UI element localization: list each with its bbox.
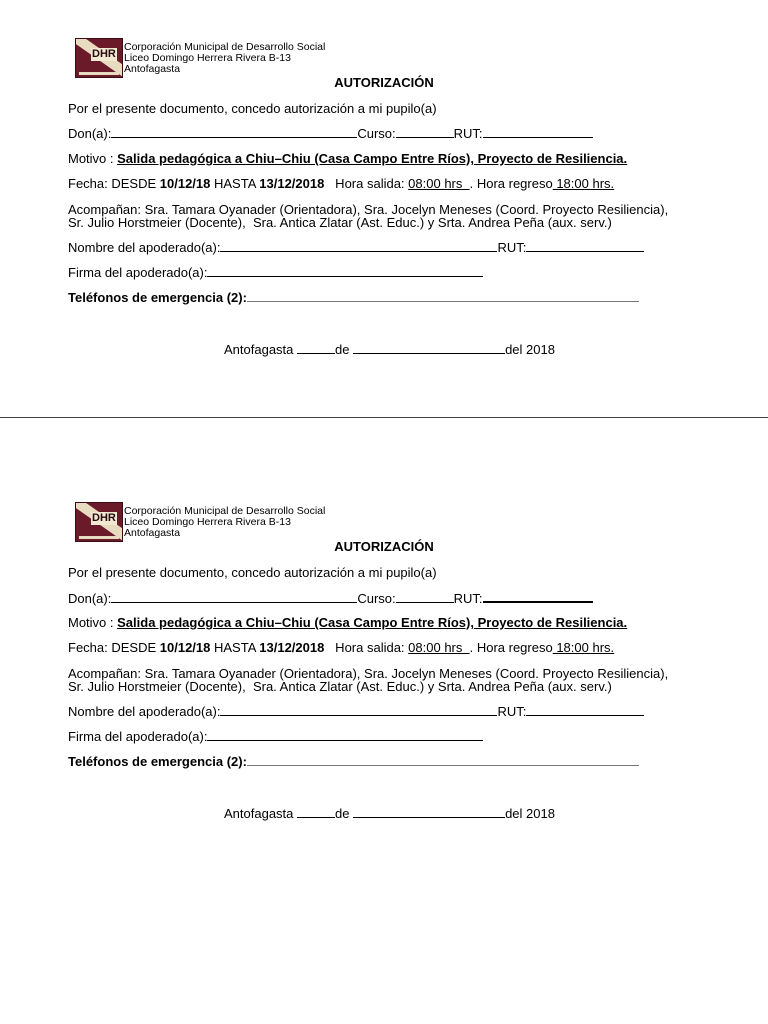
motivo-text: Salida pedagógica a Chiu–Chiu (Casa Campo Entre Ríos), Proyecto de Resiliencia. <box>117 615 628 630</box>
day-field[interactable] <box>297 806 335 818</box>
intro-text: Por el presente documento, concedo autorización a mi pupilo(a) <box>68 101 437 116</box>
hora-regreso-label: . Hora regreso <box>469 176 553 191</box>
institution-line-3: Antofagasta <box>124 63 181 75</box>
motivo-text: Salida pedagógica a Chiu–Chiu (Casa Campo Entre Ríos), Proyecto de Resiliencia. <box>117 151 628 166</box>
logo-monogram: DHR <box>92 48 116 60</box>
institution-line-1: Corporación Municipal de Desarrollo Social <box>124 41 326 53</box>
telefonos-field[interactable] <box>247 290 639 302</box>
date-place-line <box>224 342 555 357</box>
telefonos-line <box>68 754 639 769</box>
rut-field[interactable] <box>483 590 593 603</box>
telefonos-field[interactable] <box>247 754 639 766</box>
acompanan-line-2: Sr. Julio Horstmeier (Docente), Sra. Antica Zlatar (Ast. Educ.) y Srta. Andrea Peña (aux. serv.) <box>68 215 612 230</box>
don-label: Don(a): <box>68 126 112 141</box>
fecha-hasta: 13/12/2018 <box>259 640 325 655</box>
place-label: Antofagasta <box>224 806 297 821</box>
intro-text: Por el presente documento, concedo autorización a mi pupilo(a) <box>68 565 437 580</box>
school-logo <box>75 38 123 78</box>
logo-monogram: DHR <box>92 512 116 524</box>
fecha-label: Fecha: DESDE <box>68 640 160 655</box>
telefonos-line <box>68 290 639 305</box>
de-label: de <box>335 342 354 357</box>
apoderado-name-field[interactable] <box>220 240 497 252</box>
apoderado-label: Nombre del apoderado(a): <box>68 704 221 719</box>
curso-label: Curso: <box>357 126 396 141</box>
apoderado-line <box>68 704 644 719</box>
firma-line <box>68 729 483 744</box>
month-field[interactable] <box>353 342 505 354</box>
student-name-field[interactable] <box>111 591 357 603</box>
fecha-line <box>68 176 614 191</box>
fecha-line <box>68 640 614 655</box>
apoderado-rut-field[interactable] <box>526 240 644 252</box>
authorization-form-2 <box>0 464 768 864</box>
firma-field[interactable] <box>207 265 483 277</box>
firma-line <box>68 265 483 280</box>
hora-salida-value: 08:00 hrs <box>408 176 470 191</box>
fecha-desde: 10/12/18 <box>159 176 211 191</box>
rut-field[interactable] <box>483 126 593 138</box>
hora-regreso-value: 18:00 hrs. <box>552 176 615 191</box>
hora-regreso-label: . Hora regreso <box>469 640 553 655</box>
de-label: de <box>335 806 354 821</box>
telefonos-label: Teléfonos de emergencia (2): <box>68 290 247 305</box>
day-field[interactable] <box>297 342 335 354</box>
date-place-line <box>224 806 555 821</box>
student-name-field[interactable] <box>111 126 357 138</box>
curso-field[interactable] <box>396 591 454 603</box>
form-title: AUTORIZACIÓN <box>334 539 434 554</box>
apoderado-label: Nombre del apoderado(a): <box>68 240 221 255</box>
apoderado-rut-field[interactable] <box>526 704 644 716</box>
acompanan-line-1: Acompañan: Sra. Tamara Oyanader (Orientadora), Sra. Jocelyn Meneses (Coord. Proyecto Resiliencia), <box>68 666 669 681</box>
student-line <box>68 590 593 606</box>
firma-label: Firma del apoderado(a): <box>68 265 208 280</box>
institution-line-3: Antofagasta <box>124 527 181 539</box>
curso-field[interactable] <box>396 126 454 138</box>
don-label: Don(a): <box>68 591 112 606</box>
motivo-label: Motivo : <box>68 151 118 166</box>
fecha-hasta: 13/12/2018 <box>259 176 325 191</box>
hora-regreso-value: 18:00 hrs. <box>552 640 615 655</box>
institution-header <box>124 42 325 75</box>
firma-label: Firma del apoderado(a): <box>68 729 208 744</box>
year-label: del 2018 <box>505 806 555 821</box>
institution-line-1: Corporación Municipal de Desarrollo Social <box>124 505 326 517</box>
hasta-label: HASTA <box>210 640 260 655</box>
motivo-label: Motivo : <box>68 615 118 630</box>
acompanan-line-1: Acompañan: Sra. Tamara Oyanader (Orientadora), Sra. Jocelyn Meneses (Coord. Proyecto Resiliencia), <box>68 202 669 217</box>
motivo-line <box>68 151 627 166</box>
authorization-form-1 <box>0 0 768 400</box>
motivo-line <box>68 615 627 630</box>
apoderado-rut-label: RUT: <box>497 704 527 719</box>
institution-line-2: Liceo Domingo Herrera Rivera B-13 <box>124 516 291 528</box>
form-title: AUTORIZACIÓN <box>334 75 434 90</box>
hora-salida-label: Hora salida: <box>324 176 409 191</box>
cut-line-divider <box>0 417 768 418</box>
apoderado-rut-label: RUT: <box>497 240 527 255</box>
rut-label: RUT: <box>453 591 483 606</box>
institution-header <box>124 506 325 539</box>
year-label: del 2018 <box>505 342 555 357</box>
acompanan-line-2: Sr. Julio Horstmeier (Docente), Sra. Antica Zlatar (Ast. Educ.) y Srta. Andrea Peña (aux. serv.) <box>68 679 612 694</box>
student-line <box>68 126 593 141</box>
hasta-label: HASTA <box>210 176 260 191</box>
telefonos-label: Teléfonos de emergencia (2): <box>68 754 247 769</box>
firma-field[interactable] <box>207 729 483 741</box>
curso-label: Curso: <box>357 591 396 606</box>
place-label: Antofagasta <box>224 342 297 357</box>
apoderado-line <box>68 240 644 255</box>
school-logo <box>75 502 123 542</box>
fecha-label: Fecha: DESDE <box>68 176 160 191</box>
hora-salida-value: 08:00 hrs <box>408 640 470 655</box>
apoderado-name-field[interactable] <box>220 704 497 716</box>
fecha-desde: 10/12/18 <box>159 640 211 655</box>
month-field[interactable] <box>353 806 505 818</box>
hora-salida-label: Hora salida: <box>324 640 409 655</box>
institution-line-2: Liceo Domingo Herrera Rivera B-13 <box>124 52 291 64</box>
rut-label: RUT: <box>453 126 483 141</box>
